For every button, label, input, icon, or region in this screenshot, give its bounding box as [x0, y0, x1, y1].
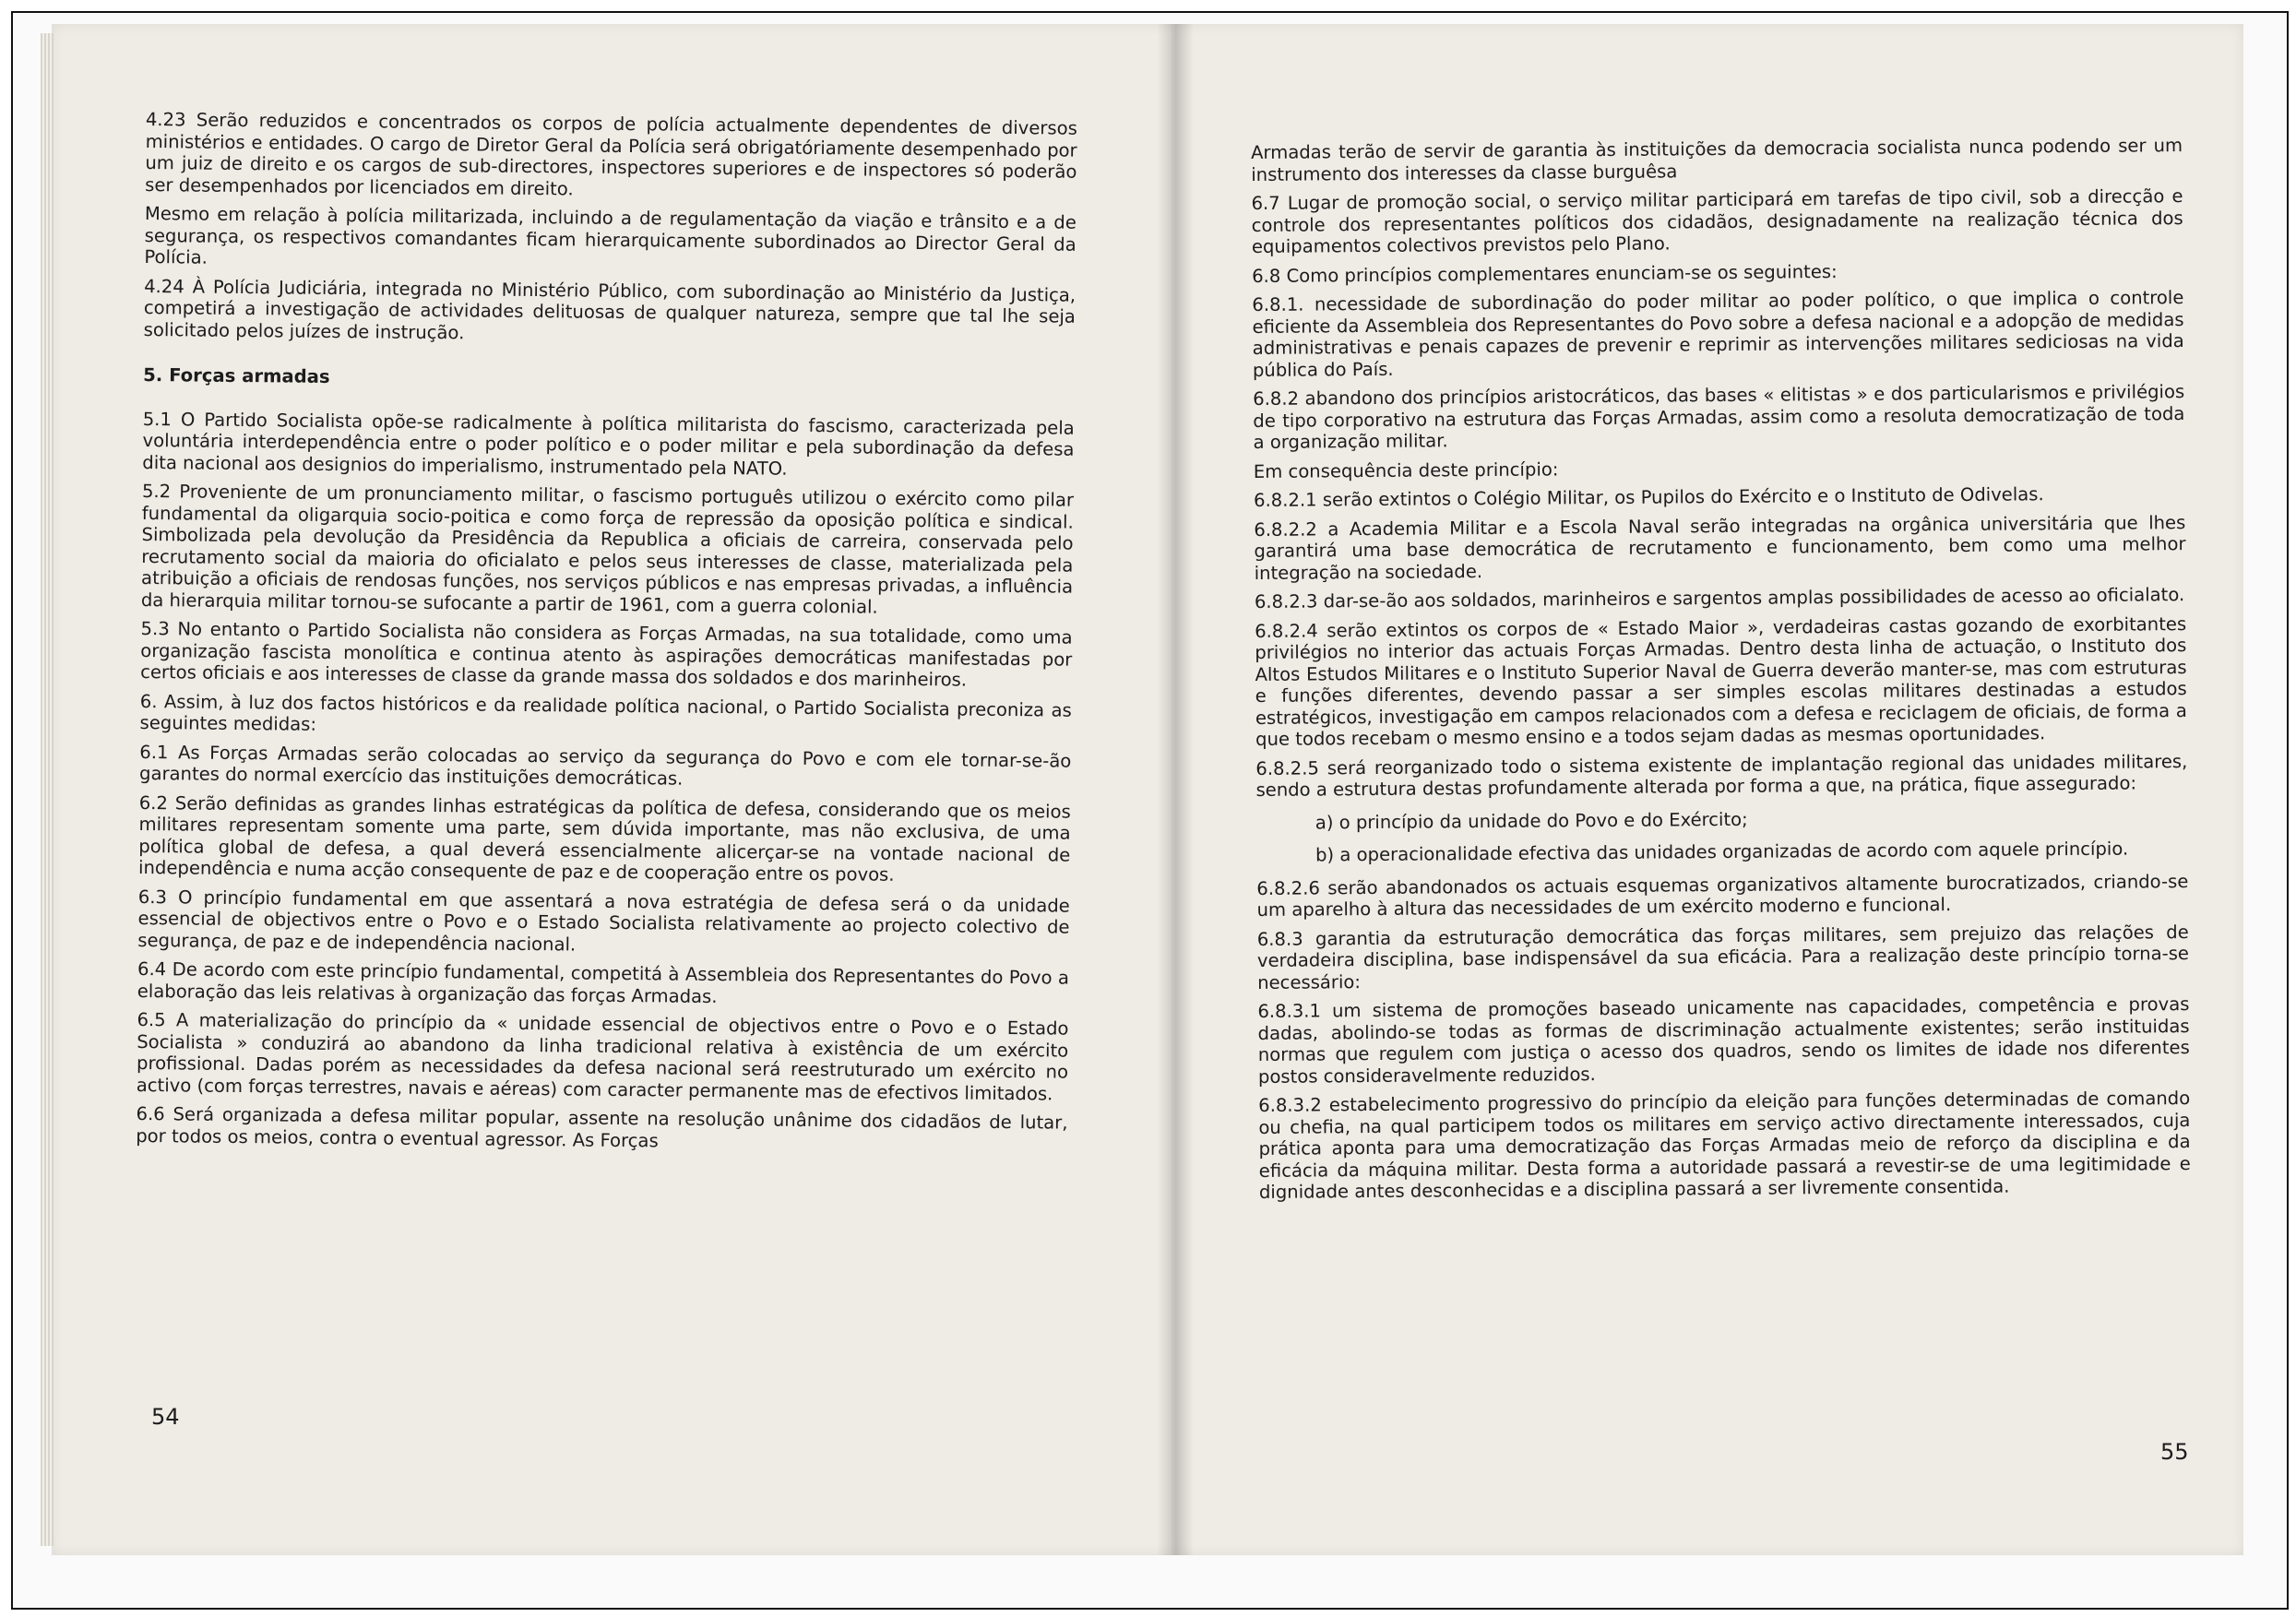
book-gutter: [1157, 24, 1194, 1555]
paragraph-6-8-2-4: 6.8.2.4 serão extintos os corpos de « Estado Maior », verdadeiras castas gozando de exorbitantes privilégios no interior das actuais Forças Armadas. Dentro desta linha de actuação, o Instituto dos Altos Estudos Militares e o Instituto Superior Naval de Guerra deverão manter-se, mas com estruturas e funções diferentes, devendo passar a ser simples escolas militares destinadas a estudos estratégicos, investigação em campos relacionados com a defesa e reciclagem de oficiais, de forma a que todos recebam o mesmo ensino e a todos sejam dadas as mesmas oportunidades.: [1255, 612, 2187, 750]
page-edges: [41, 33, 54, 1546]
paragraph-6-8-1: 6.8.1. necessidade de subordinação do poder militar ao poder político, o que implica o controle eficiente da Assembleia dos Representantes do Povo sobre a defesa nacional e a adopção de medidas administrativas e penais capazes de prevenir e reprimir as intervenções militares sediciosas na vida pública do País.: [1252, 287, 2184, 381]
paragraph-6-2: 6.2 Serão definidas as grandes linhas estratégicas da política de defesa, considerando que os meios militares representam somente uma parte, sem dúvida importante, mas não exclusiva, de uma política global de defesa, a qual deverá essencialmente alicerçar-se na vontade nacional de independência e numa acção consequente de paz e de cooperação entre os povos.: [137, 791, 1071, 886]
list-item-b: b) a operacionalidade efectiva das unidades organizadas de acordo com aquele princípio.: [1315, 838, 2129, 866]
paragraph-6-1: 6.1 As Forças Armadas serão colocadas ao serviço da segurança do Povo e com ele tornar-se-ão garantes do normal exercício das instituições democráticas.: [138, 741, 1072, 790]
paragraph-6-8-2-6: 6.8.2.6 serão abandonados os actuais esquemas organizativos altamente burocratizados, criando-se um aparelho à altura das necessidades de um exército moderno e funcional.: [1256, 870, 2189, 921]
paragraph-6-8-3: 6.8.3 garantia da estruturação democrática das forças militares, sem prejuizo das relações de verdadeira disciplina, base indispensável da sua eficácia. Para a realização deste princípio torna-se necessário:: [1256, 921, 2190, 993]
paragraph-6-7: 6.7 Lugar de promoção social, o serviço militar participará em tarefas de tipo civil, sob a direcção e controle dos representantes políticos dos cidadãos, designadamente na realização técnica dos equipamentos colectivos previstos pelo Plano.: [1251, 185, 2183, 257]
paragraph-6-8-2-5: 6.8.2.5 será reorganizado todo o sistema existente de implantação regional das unidades militares, sendo a estrutura destas profundamente alterada por forma a que, na prática, fique assegurado:: [1255, 750, 2188, 801]
book-spread: [52, 24, 2243, 1555]
section-heading-forcas-armadas: 5. Forças armadas: [143, 363, 330, 387]
paragraph-6-6: 6.6 Será organizada a defesa militar popular, assente na resolução unânime dos cidadãos de lutar, por todos os meios, contra o eventual agressor. As Forças: [136, 1102, 1068, 1151]
paragraph-6-8-2-3: 6.8.2.3 dar-se-ão aos soldados, marinheiros e sargentos amplas possibilidades de acesso ao oficialato.: [1254, 584, 2185, 612]
paragraph-5-3: 5.3 No entanto o Partido Socialista não considera as Forças Armadas, na sua totalidade, como uma organização fascista monolítica e continua atento às aspirações democráticas manifestadas por certos oficiais e aos interesses de classe da grande massa dos soldados e dos marinheiros.: [140, 617, 1073, 691]
paragraph-4-23-cont: Mesmo em relação à polícia militarizada, incluindo a de regulamentação da viação e trânsito e a de segurança, os respectivos comandantes ficam hierarquicamente subordinados ao Director Geral da Polícia.: [144, 202, 1077, 268]
paragraph-6-8-2-2: 6.8.2.2 a Academia Militar e a Escola Naval serão integradas na orgânica universitária que lhes garantirá uma base democrática de recrutamento e funcionamento, bem como uma melhor integração na sociedade.: [1254, 511, 2186, 584]
paragraph-6-6-cont: Armadas terão de servir de garantia às instituições da democracia socialista nunca podendo ser um instrumento dos interesses da classe burguêsa: [1251, 135, 2183, 185]
left-page: [52, 24, 1179, 1555]
left-page-text: [136, 109, 1077, 1163]
paragraph-5-2: 5.2 Proveniente de um pronunciamento militar, o fascismo português utilizou o exército como pilar fundamental da oligarquia socio-poitica e como força de repressão da oposição política e sindical. Simbolizada pela devolução da Presidência da Republica a oficiais de carreira, conservada pelo recrutamento social da maioria do oficialato e pelos seus interesses de classe, materializada pela atribuição a oficiais de rendosas funções, nos serviços públicos e nas empresas privadas, a influência da hierarquia militar tornou-se sufocante a partir de 1961, com a guerra colonial.: [140, 480, 1075, 618]
right-page-text: [1251, 135, 2191, 1210]
list-item-a: a) o princípio da unidade do Povo e do Exército;: [1315, 808, 1748, 833]
paragraph-6-5: 6.5 A materialização do princípio da « unidade essencial de objectivos entre o Povo e o Estado Socialista » conduzirá ao abandono da linha tradicional relativa à existência de um exército profissional. Dadas porém as necessidades da defesa nacional será reestruturado um exército no activo (com forças terrestres, navais e aéreas) com caracter permanente mas de efectivos limitados.: [136, 1008, 1069, 1104]
paragraph-4-24: 4.24 À Polícia Judiciária, integrada no Ministério Público, com subordinação ao Ministério da Justiça, competirá a investigação de actividades delituosas de qualquer natureza, sempre que tal lhe seja solicitado pelos juízes de instrução.: [143, 275, 1077, 343]
paragraph-6-3: 6.3 O princípio fundamental em que assentará a nova estratégia de defesa será o da unidade essencial de objectivos entre o Povo e o Estado Socialista relativamente ao projecto colectivo de segurança, de paz e de independência nacional.: [137, 886, 1070, 956]
paragraph-6: 6. Assim, à luz dos factos históricos e da realidade política nacional, o Partido Socialista preconiza as seguintes medidas:: [139, 690, 1072, 735]
paragraph-em-consequencia: Em consequência deste princípio:: [1253, 458, 1559, 482]
paragraph-6-4: 6.4 De acordo com este princípio fundamental, competitá à Assembleia dos Representantes do Povo a elaboração das leis relativas à organização das forças Armadas.: [137, 957, 1070, 1007]
page-number-right: 55: [2160, 1439, 2189, 1465]
paragraph-6-8-2: 6.8.2 abandono dos princípios aristocráticos, das bases « elitistas » e dos particularismos e privilégios de tipo corporativo na estrutura das Forças Armadas, assim como a resoluta democratização de toda a organização militar.: [1253, 381, 2185, 453]
paragraph-6-8-3-1: 6.8.3.1 um sistema de promoções baseado unicamente nas capacidades, competência e provas dadas, abolindo-se todas as formas de discriminação actualmente existentes; serão instituidas normas que regulem com justiça o acesso dos quadros, sendo os limites de idade nos diferentes postos consideravelmente reduzidos.: [1257, 993, 2190, 1088]
paragraph-6-8-2-1: 6.8.2.1 serão extintos o Colégio Militar, os Pupilos do Exército e o Instituto de Odivelas.: [1253, 483, 2044, 511]
paragraph-6-8-3-2: 6.8.3.2 estabelecimento progressivo do princípio da eleição para funções determinadas de comando ou chefia, na qual participem todos os militares em serviço activo directamente interessados, cuja prática aponta para uma democratização das Forças Armadas meio de reforço da disciplina e da eficácia da máquina militar. Desta forma a autoridade passará a revestir-se de uma legitimidade e dignidade antes desconhecidas e a disciplina passará a ser livremente consentida.: [1258, 1088, 2191, 1203]
paragraph-5-1: 5.1 O Partido Socialista opõe-se radicalmente à política militarista do fascismo, caracterizada pela voluntária interdependência entre o poder político e o poder militar e pela subordinação da defesa dita nacional aos designios do imperialismo, instrumentado pela NATO.: [142, 408, 1075, 480]
page-number-left: 54: [151, 1404, 180, 1430]
paragraph-6-8: 6.8 Como princípios complementares enunciam-se os seguintes:: [1252, 260, 1838, 287]
paragraph-4-23: 4.23 Serão reduzidos e concentrados os corpos de polícia actualmente dependentes de diversos ministérios e entidades. O cargo de Diretor Geral da Polícia será obrigatóriamente desempenhado por um juiz de direito e os cargos de sub-directores, inspectores superiores e de inspectores só poderão ser desempenhados por licenciados em direito.: [145, 109, 1077, 199]
right-page: [1172, 24, 2243, 1555]
